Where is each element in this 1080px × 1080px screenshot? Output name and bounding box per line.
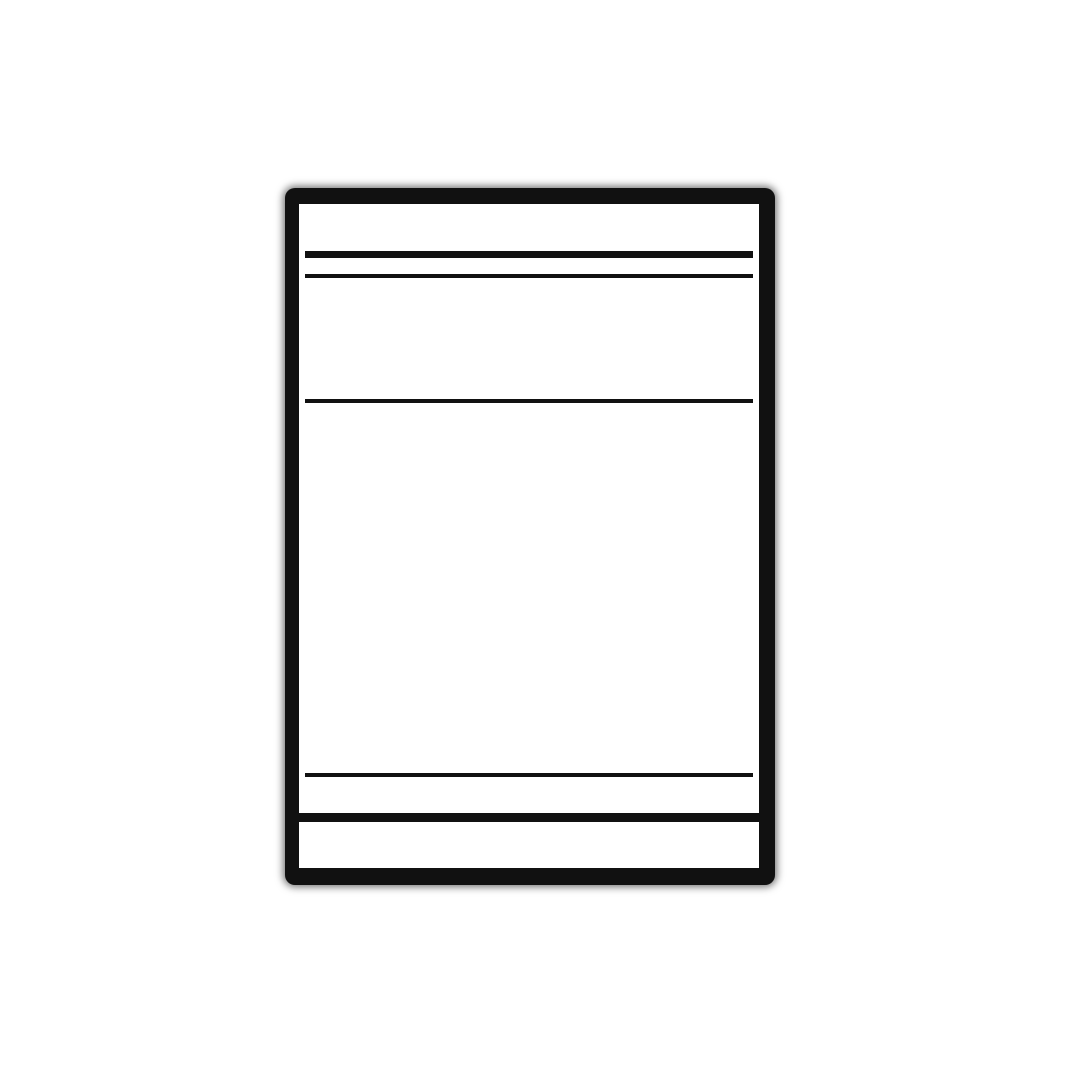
divider-header bbox=[305, 274, 753, 278]
supplement-facts-panel bbox=[299, 204, 759, 813]
serving-info bbox=[307, 235, 751, 249]
divider-vitamins bbox=[305, 399, 753, 403]
divider-thick-top bbox=[305, 251, 753, 258]
other-ingredients bbox=[299, 822, 759, 868]
divider-bottom bbox=[305, 773, 753, 777]
column-header bbox=[307, 261, 751, 275]
